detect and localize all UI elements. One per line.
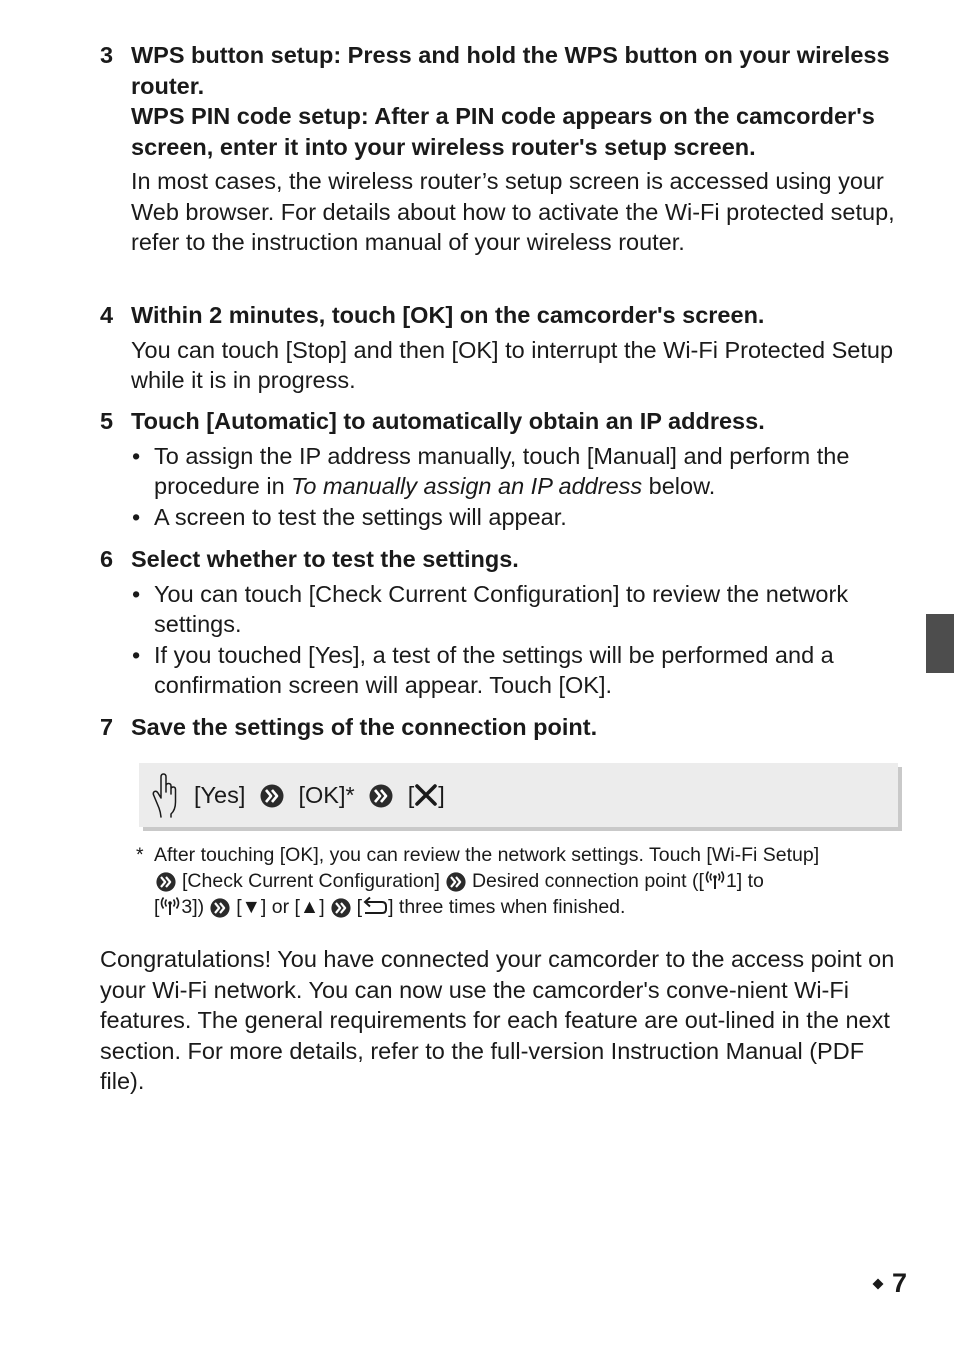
bullet-list [131, 441, 910, 533]
step-6 [100, 544, 910, 701]
page-number: 7 [872, 1268, 907, 1299]
step-title: Within 2 minutes, touch [OK] on the camcorder's screen. [131, 302, 765, 328]
footnote-marker: * [136, 844, 144, 866]
step-number: 6 [100, 546, 114, 572]
close-x-icon [414, 784, 438, 806]
return-arrow-icon [362, 896, 388, 916]
wireless-antenna-icon [159, 896, 181, 916]
yes-option: [Yes] [194, 781, 246, 808]
step-number: 4 [100, 302, 114, 328]
step-number: 7 [100, 714, 114, 740]
list-item: • To assign the IP address manually, touch [Manual] and perform the procedure in To manually assign an IP address below. [132, 442, 850, 499]
step-3 [100, 40, 910, 258]
list-item: • You can touch [Check Current Configuration] to review the network settings. [132, 580, 849, 637]
next-arrow-icon [260, 784, 284, 808]
bullet-list [131, 579, 910, 701]
next-arrow-icon [156, 872, 176, 892]
list-item: • If you touched [Yes], a test of the settings will be performed and a confirmation screen will appear. Touch [OK]. [132, 641, 834, 698]
step-description: You can touch [Stop] and then [OK] to interrupt the Wi-Fi Protected Setup while it is in progress. [131, 336, 894, 393]
next-arrow-icon [210, 898, 230, 918]
section-tab-marker [926, 614, 954, 673]
step-description: In most cases, the wireless router’s setup screen is accessed using your Web browser. For details about how to activate the Wi-Fi protected setup, refer to the instruction manual of your wireless router. [131, 168, 895, 255]
step-number: 3 [100, 42, 114, 68]
step-number: 5 [100, 408, 114, 434]
step-title: Select whether to test the settings. [131, 546, 519, 572]
diamond-icon [872, 1278, 884, 1290]
step-title: Touch [Automatic] to automatically obtain an IP address. [131, 408, 765, 434]
ok-option: [OK]* [298, 781, 355, 808]
step-4 [100, 300, 910, 396]
operation-sequence-box: [Yes] [OK]* [ ] [139, 763, 898, 827]
step-5 [100, 406, 910, 532]
cross-reference: To manually assign an IP address [291, 473, 643, 499]
step-title: WPS button setup: Press and hold the WPS button on your wireless router. WPS PIN code setup: After a PIN code appears on the camcorder's screen, enter it into your wireless router's setup screen. [131, 42, 890, 160]
touch-hand-icon [150, 772, 180, 818]
next-arrow-icon [446, 872, 466, 892]
step-7 [100, 712, 910, 743]
wireless-antenna-icon [704, 870, 726, 890]
closing-paragraph: Congratulations! You have connected your camcorder to the access point on your Wi-Fi network. You can now use the camcorder's conve-nient Wi-Fi features. The general requirements for each feature are out-lined in the next section. For more details, refer to the full-version Instruction Manual (PDF file). [100, 946, 895, 1094]
next-arrow-icon [369, 784, 393, 808]
next-arrow-icon [331, 898, 351, 918]
list-item: • A screen to test the settings will appear. [132, 503, 567, 530]
footnote: * After touching [OK], you can review the network settings. Touch [Wi-Fi Setup] [Check Current Configuration] Desired connection point ([ 1] to [ 3]) [▼] or [▲] [ ] three times when finished. [136, 844, 820, 918]
step-title: Save the settings of the connection point. [131, 714, 598, 740]
